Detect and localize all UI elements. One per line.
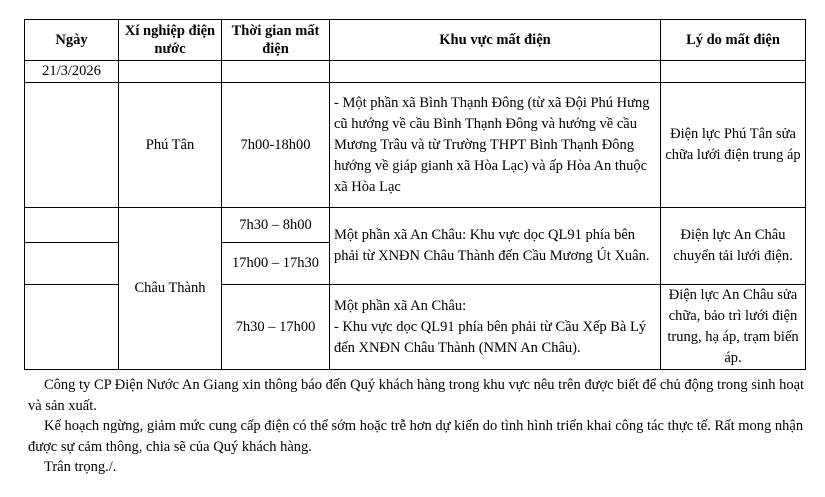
- empty-cell: [119, 61, 222, 83]
- time-cell: 7h30 – 17h00: [222, 285, 330, 370]
- enterprise-cell: Châu Thành: [119, 208, 222, 370]
- empty-cell: [661, 61, 806, 83]
- time-cell: 7h30 – 8h00: [222, 208, 330, 243]
- date-row: [25, 61, 806, 83]
- empty-cell: [222, 61, 330, 83]
- empty-cell: [25, 285, 119, 370]
- area-line: - Khu vực dọc QL91 phía bên phải từ Cầu Xếp Bà Lý đến XNĐN Châu Thành (NMN An Châu).: [334, 318, 647, 356]
- header-enterprise: Xí nghiệp điện nước: [119, 20, 222, 61]
- notice: [28, 375, 818, 478]
- empty-cell: [25, 208, 119, 243]
- reason-cell: Điện lực An Châu chuyển tải lưới điện.: [661, 208, 806, 285]
- area-line: Một phần xã An Châu:: [334, 297, 467, 314]
- date-cell: 21/3/2026: [25, 61, 119, 83]
- table-row: [25, 208, 806, 243]
- time-cell: 17h00 – 17h30: [222, 243, 330, 285]
- empty-cell: [25, 83, 119, 208]
- area-cell: Một phần xã An Châu: Khu vực dọc QL91 phía bên phải từ XNĐN Châu Thành đến Cầu Mương Út Xuân.: [330, 208, 661, 285]
- outage-table: [24, 19, 806, 370]
- closing: Trân trọng./.: [44, 459, 117, 475]
- header-time: Thời gian mất điện: [222, 20, 330, 61]
- header-row: [25, 20, 806, 61]
- table-row: [25, 83, 806, 208]
- empty-cell: [25, 243, 119, 285]
- header-reason: Lý do mất điện: [661, 20, 806, 61]
- time-cell: 7h00-18h00: [222, 83, 330, 208]
- notice-paragraph: Kế hoạch ngừng, giảm mức cung cấp điện có thể sớm hoặc trễ hơn dự kiến do tình hình triển khai công tác thực tế. Rất mong nhận được sự cảm thông, chia sẽ của Quý khách hàng.: [28, 418, 804, 455]
- notice-paragraph: Công ty CP Điện Nước An Giang xin thông báo đến Quý khách hàng trong khu vực nêu trên được biết để chủ động trong sinh hoạt và sản xuất.: [28, 377, 805, 414]
- header-date: Ngày: [25, 20, 119, 61]
- reason-cell: Điện lực An Châu sửa chữa, bảo trì lưới điện trung, hạ áp, trạm biến áp.: [661, 285, 806, 370]
- empty-cell: [330, 61, 661, 83]
- header-area: Khu vực mất điện: [330, 20, 661, 61]
- area-cell: - Một phần xã Bình Thạnh Đông (từ xã Đội Phú Hưng cũ hướng về cầu Bình Thạnh Đông và hướng về cầu Mương Trâu và từ Trường THPT Bình Thạnh Đông hướng về giáp gianh xã Hòa Lạc) và ấp Hòa An thuộc xã Hòa Lạc: [330, 83, 661, 208]
- area-cell: [330, 285, 661, 370]
- reason-cell: Điện lực Phú Tân sửa chữa lưới điện trung áp: [661, 83, 806, 208]
- enterprise-cell: Phú Tân: [119, 83, 222, 208]
